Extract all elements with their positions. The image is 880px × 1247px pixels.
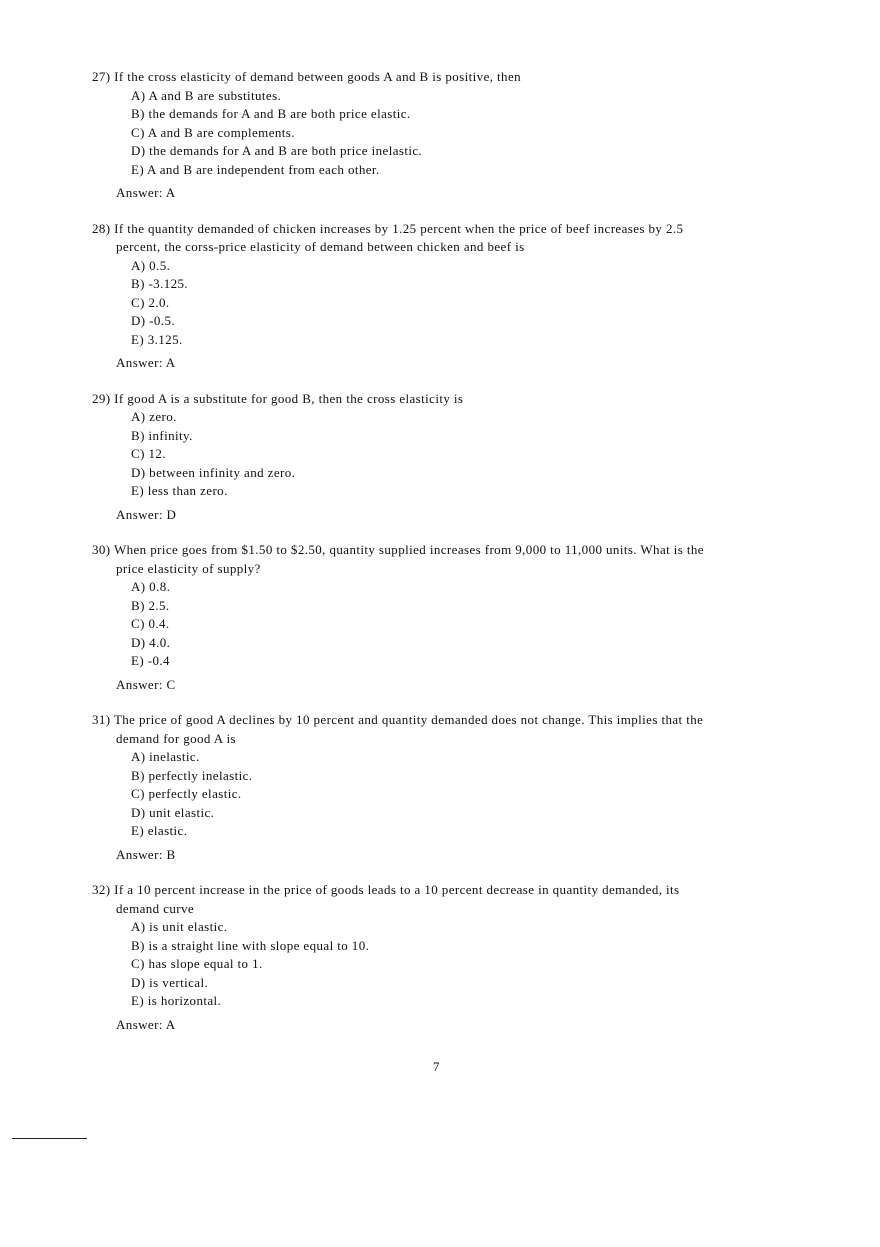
question-block <box>92 711 812 864</box>
answer-option: C) 0.4. <box>131 616 170 631</box>
question-stem: 31) The price of good A declines by 10 percent and quantity demanded does not change. This implies that the <box>92 712 704 727</box>
answer-option: E) A and B are independent from each other. <box>131 161 380 177</box>
answer-option: D) unit elastic. <box>131 804 215 820</box>
answer-option: E) -0.4 <box>131 653 170 668</box>
question-stem: 27) If the cross elasticity of demand between goods A and B is positive, then <box>92 69 522 84</box>
question-block <box>92 881 812 1034</box>
answer-option: B) 2.5. <box>131 597 170 613</box>
question-stem: 30) When price goes from $1.50 to $2.50, quantity supplied increases from 9,000 to 11,000 units. What is the <box>92 542 704 557</box>
question-block <box>92 68 812 203</box>
answer-option: C) perfectly elastic. <box>131 786 242 801</box>
question-stem: demand curve <box>116 900 195 916</box>
question-stem: 29) If good A is a substitute for good B, then the cross elasticity is <box>92 390 464 406</box>
answer-option: C) has slope equal to 1. <box>131 956 263 971</box>
answer-key: Answer: A <box>116 355 176 370</box>
question-stem: 28) If the quantity demanded of chicken increases by 1.25 percent when the price of beef increases by 2.5 <box>92 220 684 236</box>
answer-option: E) is horizontal. <box>131 993 222 1008</box>
answer-key: Answer: A <box>116 185 176 200</box>
answer-option: A) 0.5. <box>131 257 171 273</box>
answer-option: D) the demands for A and B are both price inelastic. <box>131 143 423 158</box>
question-stem: 32) If a 10 percent increase in the price of goods leads to a 10 percent decrease in quantity demanded, its <box>92 882 680 897</box>
answer-option: B) perfectly inelastic. <box>131 767 253 783</box>
answer-key: Answer: B <box>116 846 176 862</box>
question-block <box>92 390 812 525</box>
question-stem: percent, the corss-price elasticity of demand between chicken and beef is <box>116 239 525 254</box>
answer-option: B) is a straight line with slope equal to 10. <box>131 937 370 953</box>
answer-option: B) the demands for A and B are both price elastic. <box>131 106 411 121</box>
question-stem: demand for good A is <box>116 730 236 746</box>
answer-option: C) 2.0. <box>131 294 170 310</box>
answer-option: E) less than zero. <box>131 483 228 498</box>
page-number: 7 <box>433 1059 440 1074</box>
footnote-divider <box>12 1138 87 1139</box>
answer-option: B) -3.125. <box>131 276 189 291</box>
answer-option: E) 3.125. <box>131 331 183 347</box>
answer-option: C) A and B are complements. <box>131 124 295 140</box>
answer-key: Answer: A <box>116 1016 176 1032</box>
answer-key: Answer: C <box>116 676 176 692</box>
question-block <box>92 220 812 373</box>
answer-key: Answer: D <box>116 506 177 522</box>
answer-option: A) 0.8. <box>131 579 171 594</box>
answer-option: D) between infinity and zero. <box>131 464 296 480</box>
answer-option: A) A and B are substitutes. <box>131 87 282 103</box>
answer-option: D) 4.0. <box>131 634 171 650</box>
answer-option: A) inelastic. <box>131 749 200 764</box>
answer-option: D) is vertical. <box>131 974 209 990</box>
answer-option: C) 12. <box>131 446 166 461</box>
answer-option: D) -0.5. <box>131 313 175 328</box>
answer-option: E) elastic. <box>131 823 188 838</box>
question-list <box>92 68 812 1051</box>
question-stem: price elasticity of supply? <box>116 560 261 576</box>
answer-option: A) zero. <box>131 409 177 424</box>
answer-option: B) infinity. <box>131 427 193 443</box>
answer-option: A) is unit elastic. <box>131 919 228 934</box>
question-block <box>92 541 812 694</box>
